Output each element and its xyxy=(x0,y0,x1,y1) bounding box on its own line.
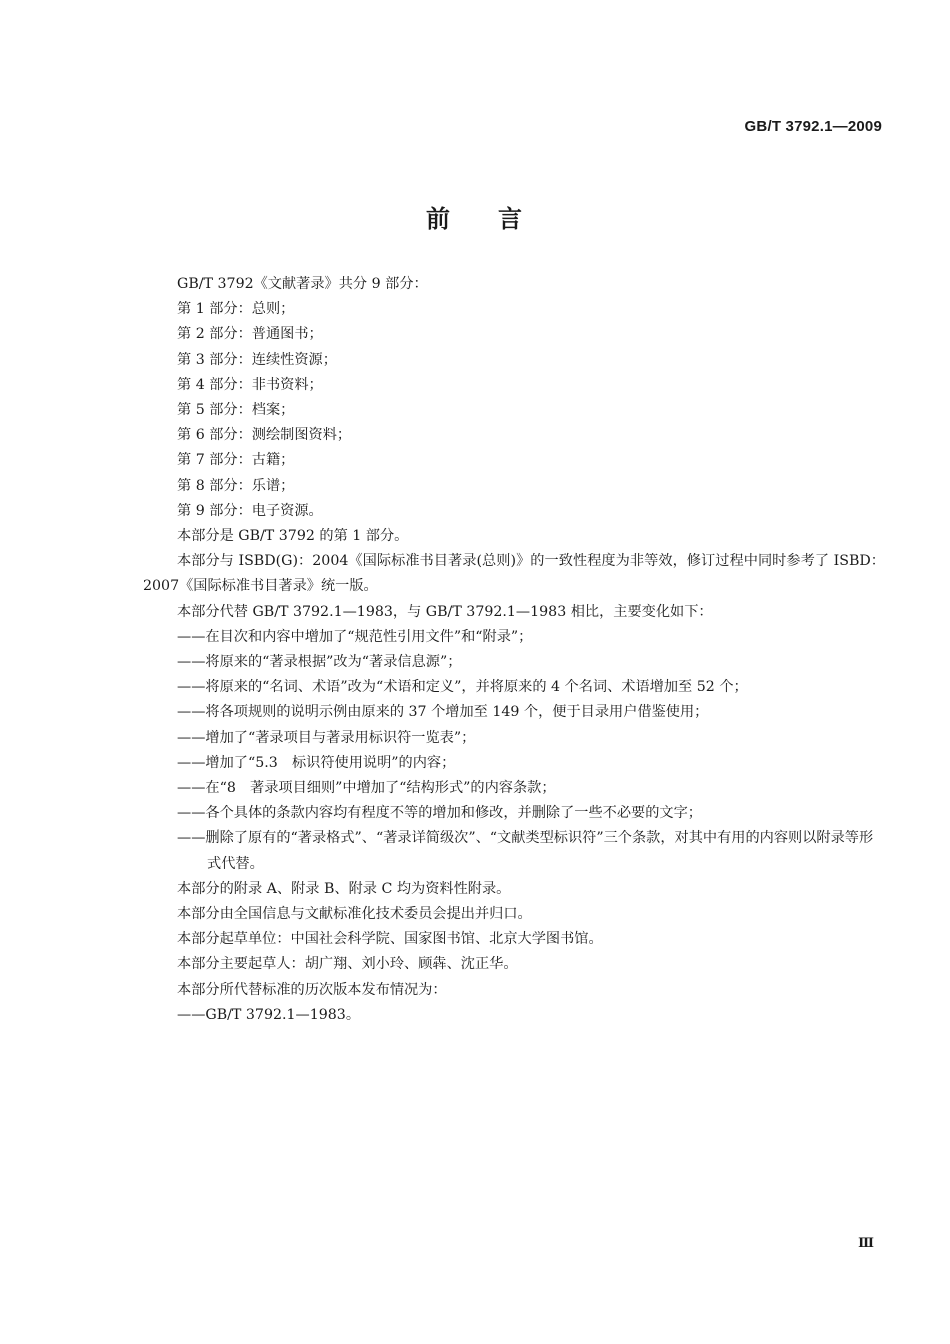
change-item: ——在“8 著录项目细则”中增加了“结构形式”的内容条款； xyxy=(177,780,556,797)
page-title xyxy=(0,199,950,234)
part-item: 第 1 部分：总则； xyxy=(177,301,295,318)
document-body xyxy=(143,272,885,1028)
change-item: ——将原来的“名词、术语”改为“术语和定义”，并将原来的 4 个名词、术语增加至 52 个； xyxy=(177,679,748,696)
part-item: 第 7 部分：古籍； xyxy=(177,452,295,469)
intro-paragraph: GB/T 3792《文献著录》共分 9 部分： xyxy=(177,276,428,292)
part-item: 第 3 部分：连续性资源； xyxy=(177,351,337,368)
part-of-paragraph: 本部分是 GB/T 3792 的第 1 部分。 xyxy=(177,528,409,545)
change-item: ——将各项规则的说明示例由原来的 37 个增加至 149 个，便于目录用户借鉴使用； xyxy=(177,704,709,721)
part-item: 第 6 部分：测绘制图资料； xyxy=(177,427,352,444)
replaces-paragraph: 本部分代替 GB/T 3792.1—1983，与 GB/T 3792.1—1983 相比，主要变化如下： xyxy=(177,603,713,620)
history-item: ——GB/T 3792.1—1983。 xyxy=(177,1006,361,1023)
title-char-2: 言 xyxy=(498,205,524,233)
title-char-1: 前 xyxy=(426,205,452,233)
change-item: ——在目次和内容中增加了“规范性引用文件”和“附录”； xyxy=(177,628,533,645)
change-item: ——增加了“5.3 标识符使用说明”的内容； xyxy=(177,754,456,771)
page-number: Ⅲ xyxy=(858,1236,874,1251)
change-item: ——将原来的“著录根据”改为“著录信息源”； xyxy=(177,654,462,671)
standard-code: GB/T 3792.1—2009 xyxy=(744,118,882,135)
change-item: ——增加了“著录项目与著录用标识符一览表”； xyxy=(177,729,476,746)
drafters-paragraph: 本部分主要起草人：胡广翔、刘小玲、顾犇、沈正华。 xyxy=(177,956,518,973)
consistency-paragraph: 本部分与 ISBD(G)：2004《国际标准书目著录(总则)》的一致性程度为非等效，修订过程中同时参考了 ISBD：2007《国际标准书目著录》统一版。 xyxy=(143,553,885,595)
appendix-paragraph: 本部分的附录 A、附录 B、附录 C 均为资料性附录。 xyxy=(177,880,511,897)
change-item: ——各个具体的条款内容均有程度不等的增加和修改，并删除了一些不必要的文字； xyxy=(177,805,702,822)
drafting-units-paragraph: 本部分起草单位：中国社会科学院、国家图书馆、北京大学图书馆。 xyxy=(177,931,603,948)
history-intro-paragraph: 本部分所代替标准的历次版本发布情况为： xyxy=(177,981,447,998)
part-item: 第 2 部分：普通图书； xyxy=(177,326,323,343)
proposed-by-paragraph: 本部分由全国信息与文献标准化技术委员会提出并归口。 xyxy=(177,906,532,923)
change-item: ——删除了原有的“著录格式”、“著录详简级次”、“文献类型标识符”三个条款，对其中有用的内容则以附录等形式代替。 xyxy=(177,830,874,872)
part-item: 第 8 部分：乐谱； xyxy=(177,477,295,494)
part-item: 第 4 部分：非书资料； xyxy=(177,376,323,393)
part-item: 第 9 部分：电子资源。 xyxy=(177,502,323,519)
part-item: 第 5 部分：档案； xyxy=(177,402,295,419)
